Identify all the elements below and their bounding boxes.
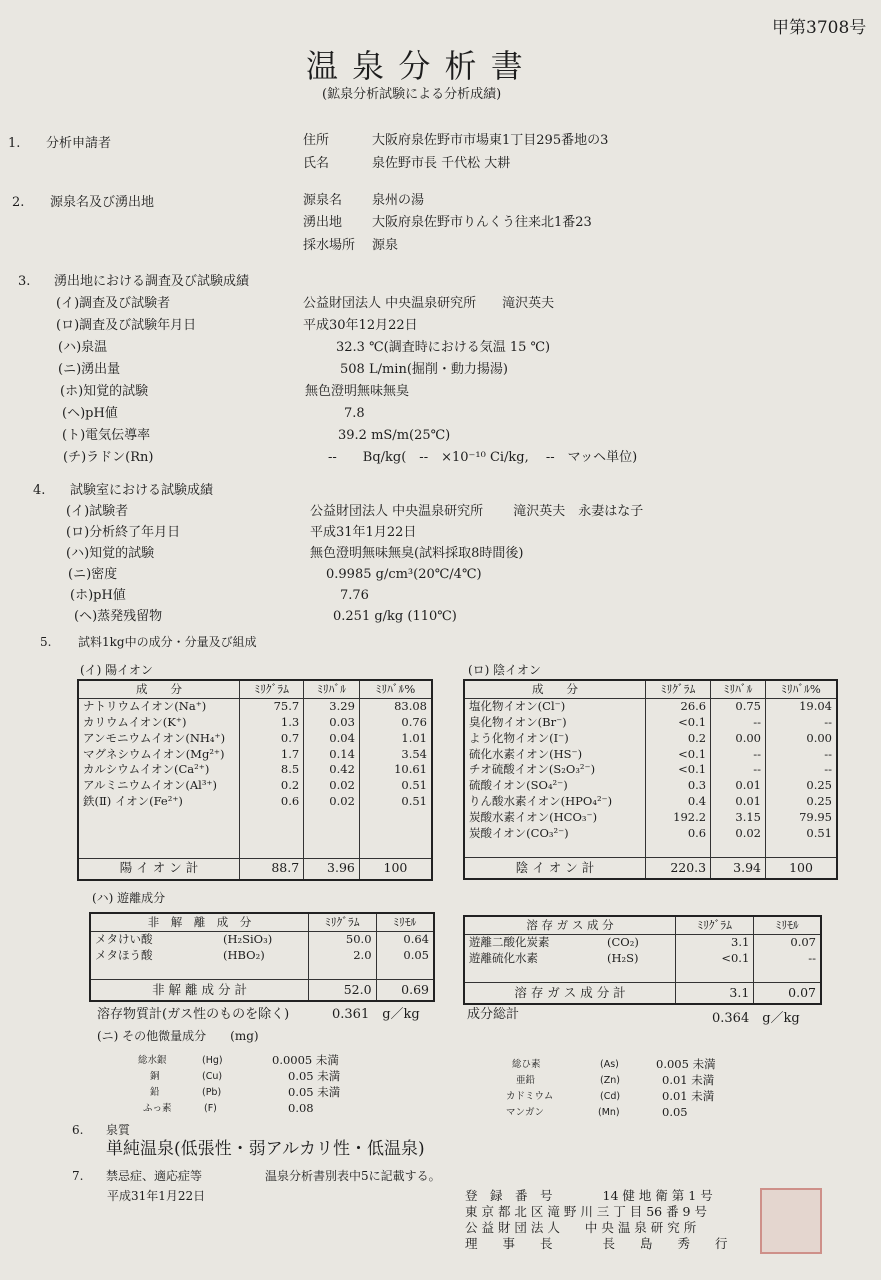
millival-percent-value: -- [765,746,837,762]
millival-percent-value: -- [765,715,837,731]
trace-element-name: 銅 [150,1071,160,1082]
table-row [464,746,837,762]
column-header: ﾐﾘｸﾞﾗﾑ [309,913,376,932]
millival-percent-value: 0.25 [765,794,837,810]
s4-key: (ハ)知覚的試験 [66,546,155,561]
milligram-value: 3.1 [676,935,754,951]
source-location: 大阪府泉佐野市りんくう往来北1番23 [372,215,592,230]
column-header: ﾐﾘﾊﾞﾙ% [765,680,837,699]
component-name: よう化物イオン(I⁻) [469,730,569,745]
s3-key: (ニ)湧出量 [58,362,121,377]
component-name: 鉄(Ⅱ) イオン(Fe²⁺) [83,793,183,808]
table-sum-row [464,983,821,1005]
s4-key: (ロ)分析終了年月日 [66,525,181,540]
section-7-value: 温泉分析書別表中5に記載する。 [265,1169,441,1183]
applicant-name-key: 氏名 [303,156,330,171]
s3-key: (ロ)調査及び試験年月日 [56,318,197,333]
spring-name-key: 源泉名 [303,193,343,208]
table-row [78,746,432,762]
milligram-value: 2.0 [309,948,376,964]
section-3-label: 湧出地における調査及び試験成績 [54,274,250,289]
milligram-value: <0.1 [646,715,711,731]
source-location-key: 湧出地 [303,215,343,230]
milligram-value: 0.2 [646,731,711,747]
table-row [464,810,837,826]
trace-element-symbol: (Cd) [600,1091,621,1102]
millival-percent-value: -- [765,762,837,778]
section-1-number: 1. [8,136,21,151]
s4-value: 公益財団法人 中央温泉研究所 滝沢英夫 永妻はな子 [310,504,644,519]
millival-value: 3.15 [711,810,766,826]
milligram-value: 26.6 [646,699,711,715]
table-row [464,794,837,810]
issuer-line: 公 益 財 団 法 人 中 央 温 泉 研 究 所 [465,1220,697,1235]
millival-percent-value: 83.08 [359,699,432,715]
page-subtitle: (鉱泉分析試験による分析成績) [322,87,502,102]
component-name: 硫化水素イオン(HS⁻) [469,746,583,761]
sum-label: 陰 イ オ ン 計 [464,857,646,879]
table-sum-row [78,858,432,880]
component-name: メタけい酸 [95,932,153,947]
millival-percent-value: 0.76 [359,715,432,731]
column-header: ﾐﾘｸﾞﾗﾑ [676,916,754,935]
issuer-line: 登 録 番 号 14 健 地 衛 第 1 号 [465,1188,713,1203]
free-components-table [89,912,435,1002]
s3-value: 32.3 ℃(調査時における気温 15 ℃) [336,340,551,355]
millival-percent-value: 0.00 [765,731,837,747]
table-row [464,951,821,967]
sum-label: 非 解 離 成 分 計 [90,980,309,1002]
official-seal-stamp [760,1188,822,1254]
table-header-row [464,916,821,935]
anion-caption: (ロ) 陰イオン [468,663,541,677]
sum-millimol: 0.07 [754,983,821,1005]
column-header: ﾐﾘﾊﾞﾙ [304,680,360,699]
millival-value: 0.42 [304,762,360,778]
millival-value: 0.04 [304,731,360,747]
table-row [90,948,434,964]
component-name: カリウムイオン(K⁺) [83,714,187,729]
column-header: ﾐﾘｸﾞﾗﾑ [646,680,711,699]
cation-caption: (イ) 陽イオン [80,663,153,677]
trace-element-symbol: (Zn) [600,1075,620,1086]
sum-millimol: 0.69 [376,980,434,1002]
s4-key: (ニ)密度 [68,567,118,582]
s3-value: 39.2 mS/m(25℃) [338,428,451,443]
column-header: 成 分 [464,680,646,699]
trace-element-value: 0.08 [288,1101,314,1115]
milligram-value: <0.1 [646,746,711,762]
millival-value: -- [711,762,766,778]
milligram-value: 0.3 [646,778,711,794]
sum-millival: 3.96 [304,858,360,880]
section-5-label: 試料1kg中の成分・分量及び組成 [78,635,257,649]
trace-element-value: 0.005 未満 [656,1057,716,1071]
table-row [464,699,837,715]
trace-element-symbol: (Hg) [202,1055,223,1066]
component-name: カルシウムイオン(Ca²⁺) [83,762,210,777]
section-3-number: 3. [18,274,31,289]
table-row [78,731,432,747]
millival-percent-value: 0.51 [359,794,432,810]
sum-label: 溶 存 ガ ス 成 分 計 [464,983,676,1005]
sum-label: 陽 イ オ ン 計 [78,858,240,880]
table-row [464,731,837,747]
issue-date: 平成31年1月22日 [107,1189,206,1203]
trace-element-name: ふっ素 [143,1103,172,1114]
s4-key: (イ)試験者 [66,504,129,519]
trace-element-name: マンガン [506,1107,545,1118]
millimol-value: 0.05 [376,948,434,964]
spring-name: 泉州の湯 [372,193,425,208]
table-row [90,932,434,948]
table-row [464,841,837,857]
millimol-value: 0.64 [376,932,434,948]
millival-value: 3.29 [304,699,360,715]
section-4-label: 試験室における試験成績 [70,483,214,498]
millimol-value: 0.07 [754,935,821,951]
millival-value: 0.02 [304,794,360,810]
trace-element-value: 0.05 未満 [288,1085,341,1099]
table-row [464,778,837,794]
millival-percent-value: 0.51 [359,778,432,794]
component-formula: (H₂S) [607,950,639,965]
trace-element-name: 総水銀 [138,1055,167,1066]
component-formula: (H₂SiO₃) [223,932,273,947]
component-name: 硫酸イオン(SO₄²⁻) [469,778,568,793]
trace-element-symbol: (Mn) [598,1107,620,1118]
milligram-value: 0.7 [240,731,304,747]
column-header: ﾐﾘﾓﾙ [376,913,434,932]
trace-element-name: カドミウム [506,1091,554,1102]
trace-element-value: 0.01 未満 [662,1073,715,1087]
millimol-value: -- [754,951,821,967]
trace-element-symbol: (As) [600,1059,619,1070]
column-header: 非 解 離 成 分 [90,913,309,932]
cation-table [77,679,433,881]
column-header: ﾐﾘﾓﾙ [754,916,821,935]
applicant-address-key: 住所 [303,133,330,148]
s4-key: (ホ)pH値 [70,588,126,603]
millival-value: -- [711,715,766,731]
free-components-caption: (ハ) 遊離成分 [92,891,166,905]
s3-key: (チ)ラドン(Rn) [63,450,154,465]
component-name: りん酸水素イオン(HPO₄²⁻) [469,793,613,808]
trace-element-value: 0.05 [662,1105,688,1119]
milligram-value: 0.4 [646,794,711,810]
table-row [78,778,432,794]
milligram-value: 8.5 [240,762,304,778]
sum-millival-percent: 100 [765,857,837,879]
millival-percent-value: 10.61 [359,762,432,778]
millival-value: 0.01 [711,794,766,810]
applicant-name: 泉佐野市長 千代松 大耕 [372,156,511,171]
millival-value: 0.03 [304,715,360,731]
trace-element-symbol: (Cu) [202,1071,223,1082]
milligram-value: <0.1 [676,951,754,967]
component-name: 塩化物イオン(Cl⁻) [469,699,566,714]
section-4-number: 4. [33,483,46,498]
column-header: ﾐﾘｸﾞﾗﾑ [240,680,304,699]
millival-value: 0.01 [711,778,766,794]
sum-milligram: 88.7 [240,858,304,880]
millival-value: 0.02 [304,778,360,794]
table-header-row [78,680,432,699]
millival-percent-value: 79.95 [765,810,837,826]
component-name: 炭酸イオン(CO₃²⁻) [469,825,569,840]
s3-key: (ハ)泉温 [58,340,108,355]
s3-value: 無色澄明無味無臭 [305,384,410,399]
millival-value: 0.02 [711,825,766,841]
total-components-label: 成分総計 [467,1007,520,1022]
spring-quality: 単純温泉(低張性・弱アルカリ性・低温泉) [106,1139,425,1159]
column-header: 成 分 [78,680,240,699]
table-sum-row [90,980,434,1002]
s3-value: 公益財団法人 中央温泉研究所 滝沢英夫 [303,296,555,311]
milligram-value: 0.6 [646,825,711,841]
section-2-number: 2. [12,195,25,210]
sum-milligram: 3.1 [676,983,754,1005]
milligram-value: <0.1 [646,762,711,778]
component-name: マグネシウムイオン(Mg²⁺) [83,746,225,761]
milligram-value: 1.7 [240,746,304,762]
table-row [90,964,434,980]
table-row [464,935,821,951]
component-formula: (HBO₂) [223,947,265,962]
s4-value: 0.9985 g/cm³(20℃/4℃) [326,567,482,582]
section-6-number: 6. [72,1123,84,1137]
s4-value: 7.76 [340,588,369,603]
s3-value: 508 L/min(掘削・動力揚湯) [340,362,508,377]
component-name: メタほう酸 [95,947,153,962]
millival-percent-value: 1.01 [359,731,432,747]
s4-key: (ヘ)蒸発残留物 [74,609,163,624]
component-name: 遊離硫化水素 [469,950,538,965]
table-row [464,967,821,983]
table-row [464,715,837,731]
component-name: 臭化物イオン(Br⁻) [469,714,567,729]
s4-value: 0.251 g/kg (110℃) [333,609,457,624]
total-components-value: 0.364 g／kg [712,1011,800,1026]
trace-element-name: 鉛 [150,1087,160,1098]
sampling-place-key: 採水場所 [303,238,356,253]
component-name: ナトリウムイオン(Na⁺) [83,699,207,714]
dissolved-gas-table [463,915,822,1005]
column-header: ﾐﾘﾊﾞﾙ [711,680,766,699]
trace-element-name: 総ひ素 [512,1059,541,1070]
trace-caption: (ニ) その他微量成分 (mg) [97,1029,259,1043]
page-title: 温 泉 分 析 書 [306,47,525,85]
section-1-label: 分析申請者 [46,136,112,151]
milligram-value: 50.0 [309,932,376,948]
s3-key: (ホ)知覚的試験 [60,384,149,399]
milligram-value: 0.6 [240,794,304,810]
sum-milligram: 220.3 [646,857,711,879]
table-row [78,699,432,715]
millival-value: 0.00 [711,731,766,747]
milligram-value: 75.7 [240,699,304,715]
s3-key: (ト)電気伝導率 [62,428,151,443]
issuer-line: 理 事 長 長 島 秀 行 [465,1236,728,1251]
trace-element-symbol: (Pb) [202,1087,222,1098]
millival-percent-value: 19.04 [765,699,837,715]
sum-milligram: 52.0 [309,980,376,1002]
s3-key: (ヘ)pH値 [62,406,118,421]
table-row [78,810,432,859]
millival-value: 0.14 [304,746,360,762]
sum-millival: 3.94 [711,857,766,879]
s4-value: 平成31年1月22日 [310,525,417,540]
millival-percent-value: 0.25 [765,778,837,794]
s3-key: (イ)調査及び試験者 [56,296,171,311]
section-2-label: 源泉名及び湧出地 [50,195,155,210]
component-name: アルミニウムイオン(Al³⁺) [83,778,217,793]
s3-value: 平成30年12月22日 [303,318,418,333]
component-name: 炭酸水素イオン(HCO₃⁻) [469,809,598,824]
millival-percent-value: 0.51 [765,825,837,841]
table-row [78,715,432,731]
dissolved-solids-label: 溶存物質計(ガス性のものを除く) [97,1007,290,1022]
anion-table [463,679,838,880]
milligram-value: 0.2 [240,778,304,794]
s3-value: -- Bq/kg( -- ×10⁻¹⁰ Ci/kg, -- マッヘ単位) [328,450,638,465]
dissolved-solids-value: 0.361 g／kg [332,1007,420,1022]
milligram-value: 1.3 [240,715,304,731]
trace-element-name: 亜鉛 [516,1075,536,1086]
sum-millival-percent: 100 [359,858,432,880]
section-7-number: 7. [72,1169,84,1183]
issuer-line: 東 京 都 北 区 滝 野 川 三 丁 目 56 番 9 号 [465,1204,707,1219]
table-row [78,794,432,810]
component-name: チオ硫酸イオン(S₂O₃²⁻) [469,762,596,777]
trace-element-value: 0.0005 未満 [272,1053,339,1067]
section-5-number: 5. [40,635,52,649]
trace-element-value: 0.01 未満 [662,1089,715,1103]
table-row [464,825,837,841]
s3-value: 7.8 [344,406,365,421]
section-7-label: 禁忌症、適応症等 [106,1169,203,1183]
s4-value: 無色澄明無味無臭(試料採取8時間後) [310,546,524,561]
applicant-address: 大阪府泉佐野市市場東1丁目295番地の3 [372,133,609,148]
millival-value: 0.75 [711,699,766,715]
millival-value: -- [711,746,766,762]
table-row [78,762,432,778]
table-sum-row [464,857,837,879]
table-header-row [90,913,434,932]
table-row [464,762,837,778]
column-header: ﾐﾘﾊﾞﾙ% [359,680,432,699]
sampling-place: 源泉 [372,238,399,253]
table-header-row [464,680,837,699]
milligram-value: 192.2 [646,810,711,826]
trace-element-symbol: (F) [204,1103,217,1114]
document-number: 甲第3708号 [772,18,867,38]
component-formula: (CO₂) [607,935,639,950]
trace-element-value: 0.05 未満 [288,1069,341,1083]
component-name: アンモニウムイオン(NH₄⁺) [83,730,226,745]
millival-percent-value: 3.54 [359,746,432,762]
section-6-label: 泉質 [106,1123,131,1137]
component-name: 遊離二酸化炭素 [469,935,550,950]
column-header: 溶 存 ガ ス 成 分 [464,916,676,935]
